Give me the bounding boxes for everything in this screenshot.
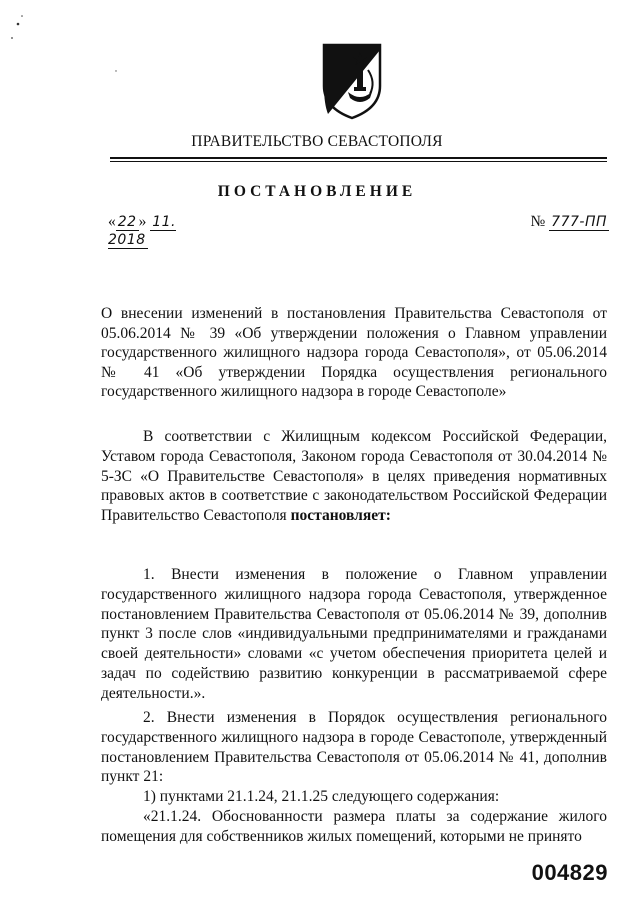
header-rule-thick xyxy=(110,157,607,159)
date-close-quote: » xyxy=(138,213,147,230)
item-2-text: 2. Внести изменения в Порядок осуществления регионального государственного жилищного надзора в городе Севастополе, утвержденный постановлением Правительства Севастополя от 05.06.2014 № 41, дополнив пункт 21: xyxy=(101,709,607,786)
date-month-year-handwritten: 11. 2018 xyxy=(108,214,176,248)
document-subject: О внесении изменений в постановления Правительства Севастополя от 05.06.2014 № 39 «Об утверждении положения о Главном управлении государственного жилищного надзора города Севастополя», от 05.06.2014 № 41 «Об утверждении Порядка осуществления регионального государственного жилищного надзора в городе Севастополе» xyxy=(101,305,607,400)
number-prefix: № xyxy=(530,213,546,230)
date-open-quote: « xyxy=(108,213,116,230)
preamble-text: В соответствии с Жилищным кодексом Российской Федерации, Уставом города Севастополя, Законом города Севастополя от 30.04.2014 № 5-ЗС «О Правительстве Севастополя» в целях приведения нормативных правовых актов в соответствие с законодательством Российской Федерации Правительство Севастополя xyxy=(101,428,607,525)
item-2-sub-1-text: «21.1.24. Обоснованности размера платы за содержание жилого помещения для собственников жилых помещений, которыми не принято xyxy=(101,807,607,845)
document-date xyxy=(108,213,218,249)
item-2-section xyxy=(101,708,607,847)
preamble-paragraph xyxy=(101,427,607,526)
item-2-sub-1: 1) пунктами 21.1.24, 21.1.25 следующего содержания: xyxy=(143,788,500,806)
item-1-paragraph xyxy=(101,565,607,704)
organization-title: ПРАВИТЕЛЬСТВО СЕВАСТОПОЛЯ xyxy=(191,133,443,150)
serial-number: 004829 xyxy=(531,860,608,885)
document-type-heading: ПОСТАНОВЛЕНИЕ xyxy=(217,183,417,200)
date-day-handwritten: 22 xyxy=(117,214,137,230)
coat-of-arms-icon xyxy=(320,42,384,120)
decree-word: постановляет: xyxy=(290,507,391,525)
number-value-handwritten: 777-ПП xyxy=(551,214,607,230)
document-number xyxy=(531,213,610,231)
item-1-text: 1. Внести изменения в положение о Главном управлении государственного жилищного надзора города Севастополя, утвержденное постановлением Правительства Севастополя от 05.06.2014 № 39, дополнив пункт 3 после слов «индивидуальными предпринимателями и гражданами своей деятельности» словами «с учетом обеспечения приоритета целей и задач по содействию развитию конкуренции в рассматриваемой сфере деятельности.». xyxy=(101,566,607,702)
header-rule-thin xyxy=(110,161,607,162)
